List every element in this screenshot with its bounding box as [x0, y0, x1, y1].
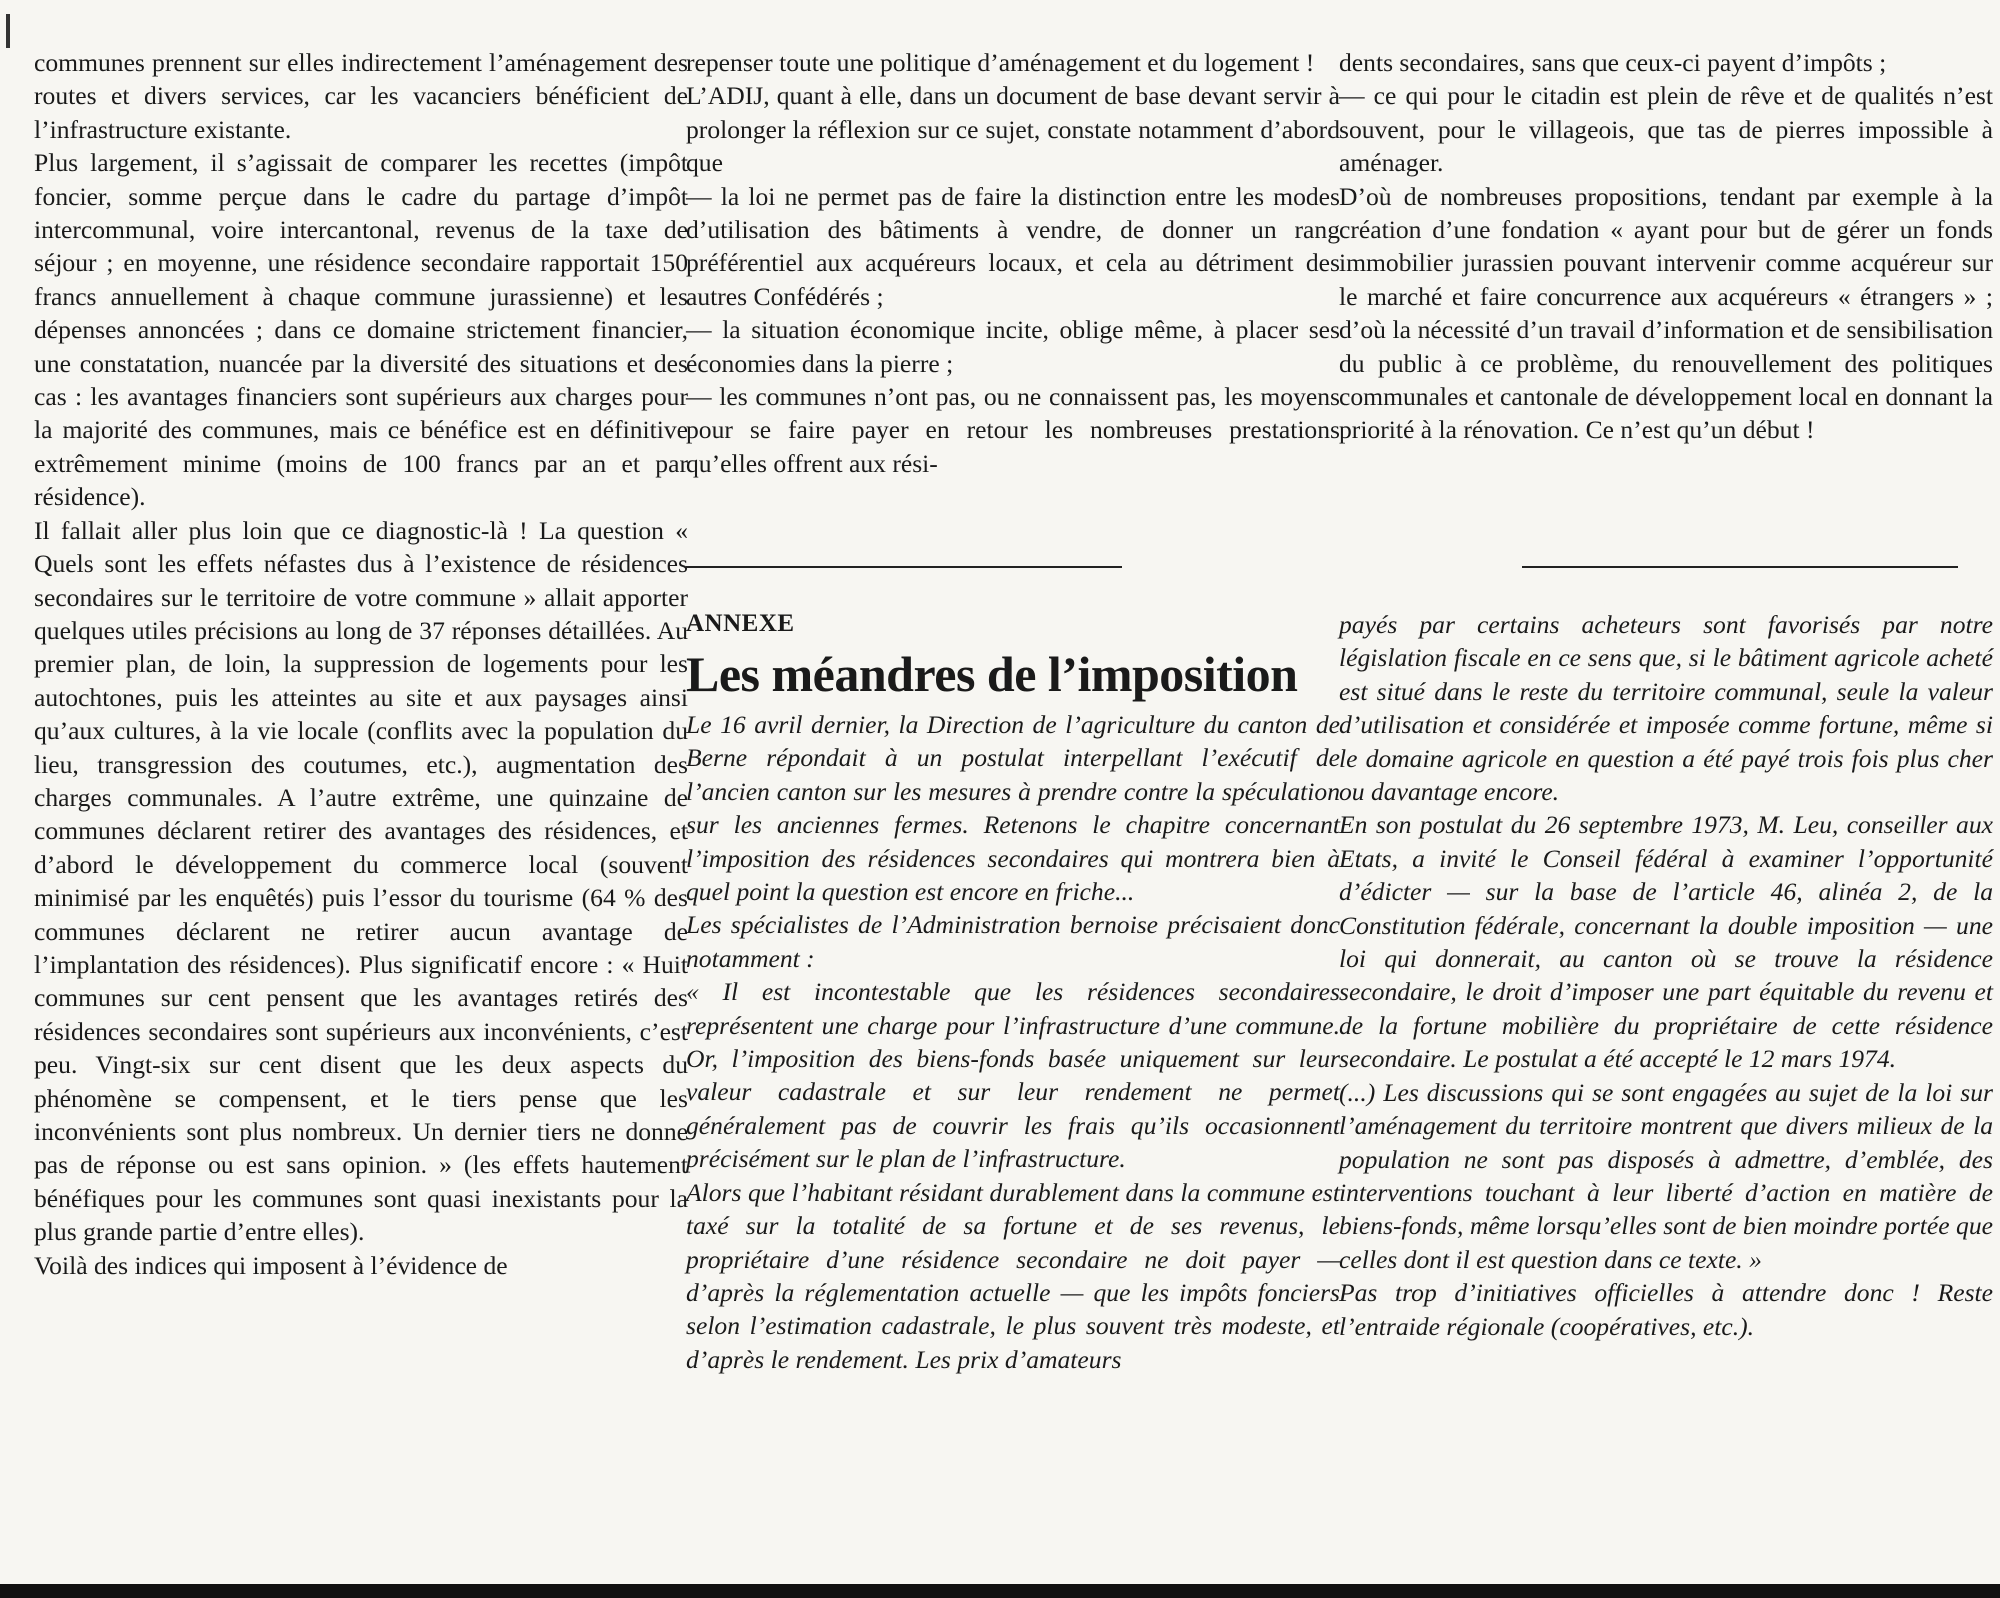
- annexe-section: [686, 606, 1340, 1376]
- paragraph: Les spécialistes de l’Administration bernoise précisaient donc notamment :: [686, 910, 1340, 973]
- paragraph: Alors que l’habitant résidant durablement dans la commune est taxé sur la totalité de sa fortune et de ses revenus, le propriétaire d’une résidence secondaire ne doit payer — d’après la réglementation actuelle — que les impôts fonciers selon l’estimation cadastrale, le plus souvent très modeste, et d’après le rendement. Les prix d’amateurs: [686, 1177, 1340, 1374]
- column-middle-top: [686, 46, 1340, 480]
- paragraph: Voilà des indices qui imposent à l’évidence de: [34, 1250, 508, 1280]
- article-title: Les méandres de l’imposition: [686, 646, 1298, 702]
- paragraph: Pas trop d’initiatives officielles à attendre donc ! Reste l’entraide régionale (coopératives, etc.).: [1339, 1278, 1993, 1341]
- list-item: — ce qui pour le citadin est plein de rêve et de qualités n’est souvent, pour le villageois, que tas de pierres impossible à aménager.: [1339, 81, 1993, 178]
- paragraph: communes prennent sur elles indirectement l’aménagement des routes et divers services, car les vacanciers bénéficient de l’infrastructure existante.: [34, 48, 688, 144]
- divider-rule: [686, 566, 1122, 568]
- paragraph: « Il est incontestable que les résidences secondaires représentent une charge pour l’infrastructure d’une commune. Or, l’imposition des biens-fonds basée uniquement sur leur valeur cadastrale et sur leur rendement ne permet généralement pas de couvrir les frais qu’ils occasionnent précisément sur le plan de l’infrastructure.: [686, 977, 1340, 1174]
- paragraph: D’où de nombreuses propositions, tendant par exemple à la création d’une fondation « ayant pour but de gérer un fonds immobilier jurassien pouvant intervenir comme acquéreur sur le marché et faire concurrence aux acquéreurs « étrangers » ; d’où la nécessité d’un travail d’information et de sensibilisation du public à ce problème, du renouvellement des politiques communales et cantonale de développement local en donnant la priorité à la rénovation. Ce n’est qu’un début !: [1339, 181, 1993, 445]
- annexe-body-right: [1339, 608, 1993, 1343]
- section-label: ANNEXE: [686, 610, 795, 637]
- paragraph: Plus largement, il s’agissait de comparer les recettes (impôt foncier, somme perçue dans le cadre du partage d’impôt intercommunal, voire intercantonal, revenus de la taxe de séjour ; en moyenne, une résidence secondaire rapportait 150 francs annuellement à chaque commune jurassienne) et les dépenses annoncées ; dans ce domaine strictement financier, une constatation, nuancée par la diversité des situations et des cas : les avantages financiers sont supérieurs aux charges pour la majorité des communes, mais ce bénéfice est en définitive extrêmement minime (moins de 100 francs par an et par résidence).: [34, 148, 688, 512]
- paragraph: (...) Les discussions qui se sont engagées au sujet de la loi sur l’aménagement du territoire montrent que divers milieux de la population ne sont pas disposés à admettre, d’emblée, des interventions touchant à leur liberté d’action en matière de biens-fonds, même lorsqu’elles sont de bien moindre portée que celles dont il est question dans ce texte. »: [1339, 1077, 1993, 1274]
- page-bottom-edge: [0, 1584, 2000, 1598]
- paragraph: repenser toute une politique d’aménagement et du logement !: [686, 48, 1315, 77]
- list-item: — la loi ne permet pas de faire la distinction entre les modes d’utilisation des bâtiments à vendre, de donner un rang préférentiel aux acquéreurs locaux, et cela au détriment des autres Confédérés ;: [686, 181, 1340, 311]
- list-item: — les communes n’ont pas, ou ne connaissent pas, les moyens pour se faire payer en retour les nombreuses prestations qu’elles offrent aux rési-: [686, 382, 1340, 478]
- divider-rule: [1522, 566, 1958, 568]
- list-item: — la situation économique incite, oblige même, à placer ses économies dans la pierre ;: [686, 315, 1340, 378]
- margin-mark: [6, 14, 10, 48]
- paragraph: Le 16 avril dernier, la Direction de l’agriculture du canton de Berne répondait à un postulat interpellant l’exécutif de l’ancien canton sur les mesures à prendre contre la spéculation sur les anciennes fermes. Retenons le chapitre concernant l’imposition des résidences secondaires qui montrera bien à quel point la question est encore en friche...: [686, 710, 1340, 907]
- paragraph: L’ADIJ, quant à elle, dans un document de base devant servir à prolonger la réflexion sur ce sujet, constate notamment d’abord que: [686, 81, 1340, 178]
- column-right-top: [1339, 46, 1993, 447]
- annexe-body-left: [686, 708, 1340, 1376]
- paragraph: En son postulat du 26 septembre 1973, M. Leu, conseiller aux Etats, a invité le Conseil fédéral à examiner l’opportunité d’édicter — sur la base de l’article 46, alinéa 2, de la Constitution fédérale, concernant la double imposition — une loi qui donnerait, au canton où se trouve la résidence secondaire, le droit d’imposer une part équitable du revenu et de la fortune mobilière du propriétaire de cette résidence secondaire. Le postulat a été accepté le 12 mars 1974.: [1339, 810, 1993, 1074]
- paragraph: payés par certains acheteurs sont favorisés par notre législation fiscale en ce sens que, si le bâtiment agricole acheté est situé dans le reste du territoire communal, seule la valeur d’utilisation et considérée et imposée comme fortune, même si le domaine agricole en question a été payé trois fois plus cher ou davantage encore.: [1339, 610, 1993, 807]
- paragraph: dents secondaires, sans que ceux-ci payent d’impôts ;: [1339, 48, 1887, 77]
- column-left: [34, 46, 688, 1282]
- paragraph: Il fallait aller plus loin que ce diagnostic-là ! La question « Quels sont les effets néfastes dus à l’existence de résidences secondaires sur le territoire de votre commune » allait apporter quelques utiles précisions au long de 37 réponses détaillées. Au premier plan, de loin, la suppression de logements pour les autochtones, puis les atteintes au site et aux paysages ainsi qu’aux cultures, à la vie locale (conflits avec la population du lieu, transgression des coutumes, etc.), augmentation des charges communales. A l’autre extrême, une quinzaine de communes déclarent retirer des avantages des résidences, et d’abord le développement du commerce local (souvent minimisé par les enquêtés) puis l’essor du tourisme (64 % des communes déclarent ne retirer aucun avantage de l’implantation des résidences). Plus significatif encore : « Huit communes sur cent pensent que les avantages retirés des résidences secondaires sont supérieurs aux inconvénients, c’est peu. Vingt-six sur cent disent que les deux aspects du phénomène se compensent, et le tiers pense que les inconvénients sont plus nombreux. Un dernier tiers ne donne pas de réponse ou est sans opinion. » (les effets hautement bénéfiques pour les communes sont quasi inexistants pour la plus grande partie d’entre elles).: [34, 515, 688, 1247]
